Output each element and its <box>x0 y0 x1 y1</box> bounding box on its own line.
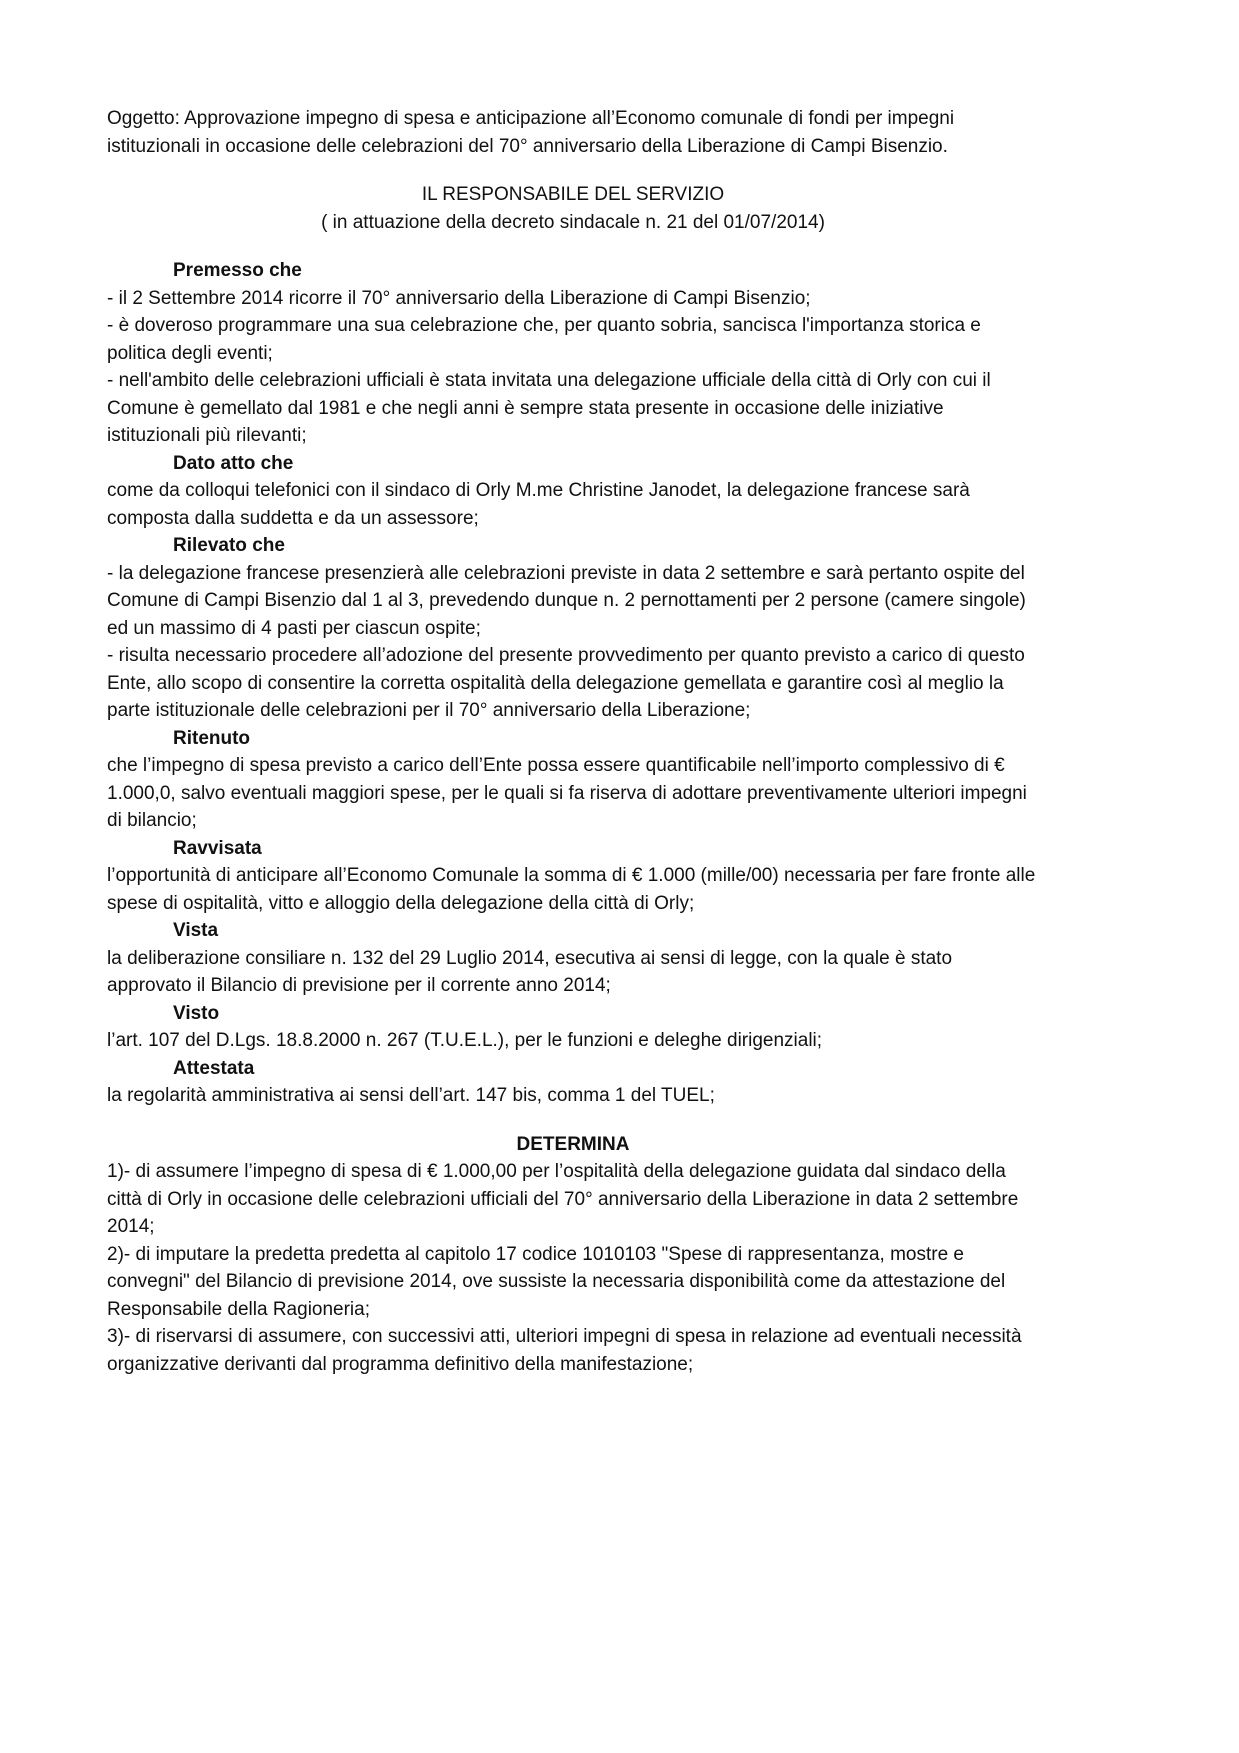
section-line: l’opportunità di anticipare all’Economo Comunale la somma di € 1.000 (mille/00) necessaria per fare fronte alle spese di ospitalità, vitto e alloggio della delegazione della città di Orly; <box>107 865 1036 914</box>
section-ravvisata <box>107 835 1039 918</box>
header-subtitle: ( in attuazione della decreto sindacale n. 21 del 01/07/2014) <box>321 211 825 233</box>
section-attestata <box>107 1055 1039 1110</box>
section-dato-atto <box>107 450 1039 533</box>
section-heading: Ritenuto <box>173 727 251 749</box>
section-rilevato <box>107 532 1039 725</box>
section-line: - il 2 Settembre 2014 ricorre il 70° anniversario della Liberazione di Campi Bisenzio; <box>107 287 811 309</box>
section-heading: Dato atto che <box>173 452 294 474</box>
determina-item: 3)- di riservarsi di assumere, con successivi atti, ulteriori impegni di spesa in relazione ad eventuali necessità organizzative derivanti dal programma definitivo della manifestazione; <box>107 1326 1022 1375</box>
section-line: - è doveroso programmare una sua celebrazione che, per quanto sobria, sancisca l'importanza storica e politica degli eventi; <box>107 315 981 364</box>
section-heading: Ravvisata <box>173 837 262 859</box>
section-line: la deliberazione consiliare n. 132 del 29 Luglio 2014, esecutiva ai sensi di legge, con la quale è stato approvato il Bilancio di previsione per il corrente anno 2014; <box>107 947 953 996</box>
document-subject: Oggetto: Approvazione impegno di spesa e anticipazione all’Economo comunale di fondi per impegni istituzionali in occasione delle celebrazioni del 70° anniversario della Liberazione di Campi Bisenzio. <box>107 108 955 157</box>
section-line: - nell'ambito delle celebrazioni ufficiali è stata invitata una delegazione ufficiale della città di Orly con cui il Comune è gemellato dal 1981 e che negli anni è sempre stata presente in occasione delle iniziative istituzionali più rilevanti; <box>107 370 991 446</box>
section-line: la regolarità amministrativa ai sensi dell’art. 147 bis, comma 1 del TUEL; <box>107 1085 715 1106</box>
section-line: come da colloqui telefonici con il sindaco di Orly M.me Christine Janodet, la delegazione francese sarà composta dalla suddetta e da un assessore; <box>107 480 970 529</box>
determina-list <box>107 1158 1039 1378</box>
section-heading: Attestata <box>173 1057 255 1079</box>
section-heading: Rilevato che <box>173 535 285 556</box>
section-vista <box>107 917 1039 1000</box>
section-line: - risulta necessario procedere all’adozione del presente provvedimento per quanto previsto a carico di questo Ente, allo scopo di consentire la corretta ospitalità della delegazione gemellata e garantire così al meglio la parte istituzionale delle celebrazioni per il 70° anniversario della Liberazione; <box>107 645 1025 721</box>
section-heading: Premesso che <box>173 260 302 281</box>
section-line: l’art. 107 del D.Lgs. 18.8.2000 n. 267 (T.U.E.L.), per le funzioni e deleghe dirigenziali; <box>107 1030 823 1051</box>
section-line: che l’impegno di spesa previsto a carico dell’Ente possa essere quantificabile nell’importo complessivo di € 1.000,0, salvo eventuali maggiori spese, per le quali si fa riserva di adottare preventivamente ulteriori impegni di bilancio; <box>107 755 1027 831</box>
section-premesso <box>107 257 1039 450</box>
determina-item: 2)- di imputare la predetta predetta al capitolo 17 codice 1010103 "Spese di rappresentanza, mostre e convegni" del Bilancio di previsione 2014, ove sussiste la necessaria disponibilità come da attestazione del Responsabile della Ragioneria; <box>107 1243 1006 1320</box>
section-ritenuto <box>107 725 1039 835</box>
section-heading: Visto <box>173 1002 220 1024</box>
section-visto <box>107 1000 1039 1055</box>
section-heading: Vista <box>173 920 219 941</box>
section-line: - la delegazione francese presenzierà alle celebrazioni previste in data 2 settembre e sarà pertanto ospite del Comune di Campi Bisenzio dal 1 al 3, prevedendo dunque n. 2 pernottamenti per 2 persone (camere singole) ed un massimo di 4 pasti per ciascun ospite; <box>107 562 1026 639</box>
determina-title: DETERMINA <box>516 1133 630 1155</box>
determina-item: 1)- di assumere l’impegno di spesa di € 1.000,00 per l’ospitalità della delegazione guidata dal sindaco della città di Orly in occasione delle celebrazioni ufficiali del 70° anniversario della Liberazione in data 2 settembre 2014; <box>107 1161 1019 1237</box>
header-title: IL RESPONSABILE DEL SERVIZIO <box>421 184 725 205</box>
